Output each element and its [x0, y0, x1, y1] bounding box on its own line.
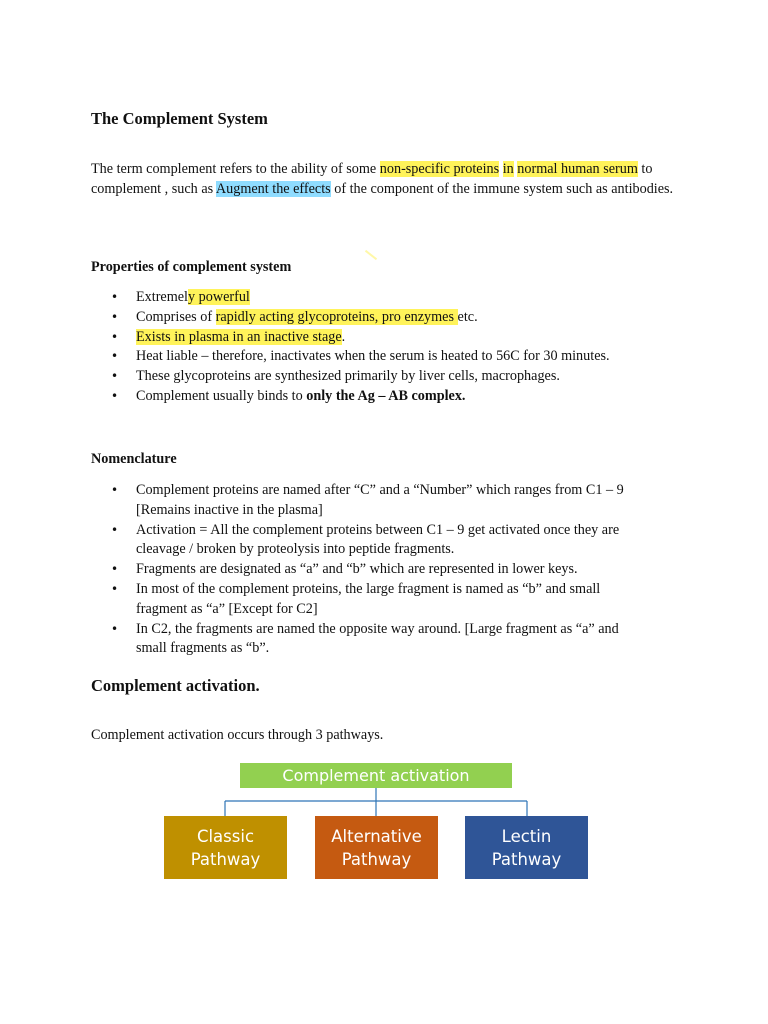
- highlight-yellow: normal human serum: [517, 161, 638, 177]
- intro-paragraph: [91, 160, 691, 199]
- properties-heading: Properties of complement system: [91, 259, 292, 275]
- highlight-yellow: non-specific proteins: [379, 161, 500, 177]
- properties-list: [91, 288, 671, 407]
- intro-text: The term complement refers to the ability of some: [91, 161, 380, 177]
- highlight-blue: Augment the effects: [215, 180, 331, 197]
- classic-pathway-label: Classic Pathway: [190, 826, 261, 869]
- classic-pathway-box: [164, 816, 287, 879]
- lectin-pathway-box: [465, 816, 588, 879]
- activation-heading: Complement activation.: [91, 676, 260, 695]
- diagram-root-label: Complement activation: [282, 766, 470, 785]
- list-item: • Fragments are designated as “a” and “b” which are represented in lower keys.: [91, 560, 651, 580]
- nomenclature-list: [91, 481, 651, 659]
- lectin-pathway-label: Lectin Pathway: [491, 826, 562, 869]
- intro-text: of the component of the immune system such as antibodies.: [330, 180, 674, 197]
- highlight-yellow: y powerful: [188, 289, 250, 305]
- nomenclature-heading: Nomenclature: [91, 451, 177, 467]
- activation-text: Complement activation occurs through 3 pathways.: [91, 727, 384, 743]
- alternative-pathway-box: [315, 816, 438, 879]
- list-item: • In C2, the fragments are named the opposite way around. [Large fragment as “a” and small fragments as “b”.: [91, 620, 651, 660]
- list-item: • Comprises of rapidly acting glycoproteins, pro enzymes etc.: [91, 308, 671, 328]
- list-item: • Complement usually binds to only the Ag – AB complex.: [91, 387, 671, 407]
- highlight-yellow: rapidly acting glycoproteins, pro enzymes: [215, 308, 458, 325]
- list-item: • These glycoproteins are synthesized primarily by liver cells, macrophages.: [91, 367, 671, 387]
- list-item: • Complement proteins are named after “C” and a “Number” which ranges from C1 – 9 [Remains inactive in the plasma]: [91, 481, 651, 521]
- intro-text: to complement , such as: [91, 161, 653, 197]
- document-title: The Complement System: [91, 109, 268, 128]
- list-item: • Activation = All the complement proteins between C1 – 9 get activated once they are cleavage / broken by proteolysis into peptide fragments.: [91, 521, 651, 561]
- list-item: • In most of the complement proteins, the large fragment is named as “b” and small fragment as “a” [Except for C2]: [91, 580, 651, 620]
- highlight-yellow: Exists in plasma in an inactive stage: [136, 328, 342, 345]
- highlight-mark: [365, 250, 377, 260]
- bold-text: only the Ag – AB complex.: [306, 387, 466, 404]
- diagram-root-box: [240, 763, 512, 788]
- highlight-yellow: in: [502, 161, 514, 177]
- alternative-pathway-label: Alternative Pathway: [331, 826, 422, 869]
- list-item: • Heat liable – therefore, inactivates when the serum is heated to 56C for 30 minutes.: [91, 347, 671, 367]
- list-item: • Exists in plasma in an inactive stage.: [91, 328, 671, 348]
- list-item: • Extremely powerful: [91, 288, 671, 308]
